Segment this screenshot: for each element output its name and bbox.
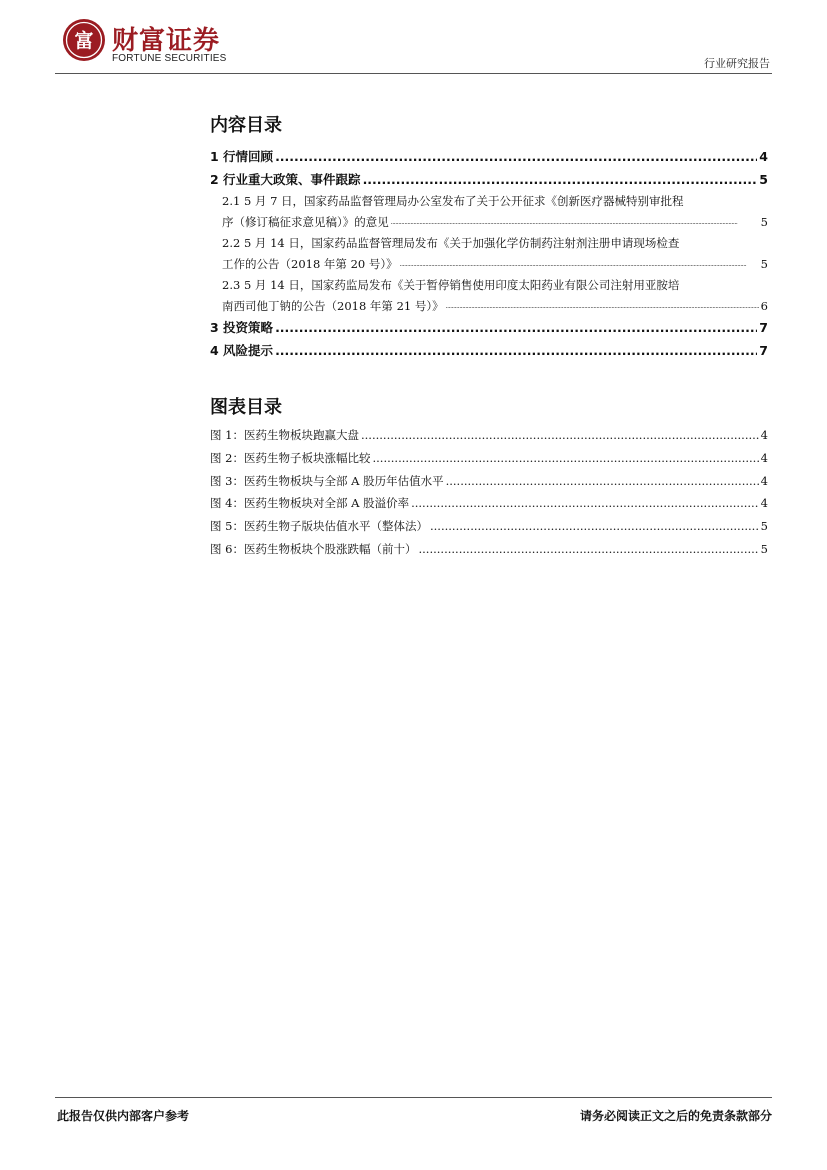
toc-entry-label-line2: 南西司他丁钠的公告（2018 年第 21 号）》 — [222, 299, 444, 313]
toc-entry-label-line1: 2.1 5 月 7 日，国家药品监督管理局办公室发布了关于公开征求《创新医疗器械特别审批程 — [222, 194, 684, 208]
toc-entry-page: 7 — [759, 342, 768, 358]
leader-dots — [363, 169, 758, 192]
toc-entry-label: 4 风险提示 — [210, 342, 274, 358]
figure-entry-label: 图 2：医药生物子板块涨幅比较 — [210, 450, 371, 465]
toc-entry-3[interactable] — [210, 317, 768, 340]
toc-entry-page: 6 — [760, 299, 768, 313]
leader-dots — [400, 254, 759, 275]
leader-dots — [275, 146, 757, 169]
leader-dots — [411, 492, 759, 515]
toc-entry-label: 2 行业重大政策、事件跟踪 — [210, 171, 361, 187]
figures-title: 图表目录 — [210, 397, 282, 418]
toc-entry-1[interactable] — [210, 146, 768, 169]
leader-dots — [391, 212, 759, 233]
toc-entry-label-line1: 2.3 5 月 14 日，国家药监局发布《关于暂停销售使用印度太阳药业有限公司注射用亚胺培 — [222, 278, 680, 292]
figure-entry-label: 图 4：医药生物板块对全部 A 股溢价率 — [210, 496, 410, 511]
toc-entry-label-line2: 序（修订稿征求意见稿）》的意见 — [222, 215, 389, 229]
footer-divider — [55, 1097, 772, 1098]
toc-entry-page: 7 — [759, 320, 768, 335]
figure-entry-4[interactable] — [210, 492, 768, 515]
list-of-figures — [210, 424, 768, 561]
figure-entry-page: 4 — [760, 496, 768, 511]
page-header — [0, 0, 827, 80]
toc-entry-2-2[interactable] — [210, 233, 768, 275]
figure-entry-6[interactable] — [210, 538, 768, 561]
figure-entry-label: 图 3：医药生物板块与全部 A 股历年估值水平 — [210, 473, 444, 488]
leader-dots — [446, 470, 759, 493]
toc-entry-page: 4 — [759, 149, 768, 164]
leader-dots — [361, 424, 759, 447]
table-of-contents — [210, 146, 768, 362]
toc-entry-page: 5 — [760, 215, 768, 229]
toc-entry-page: 5 — [759, 171, 768, 187]
brand-name-chinese: 财富证券 — [112, 26, 221, 56]
leader-dots — [372, 447, 758, 470]
leader-dots — [418, 538, 758, 561]
figure-entry-2[interactable] — [210, 447, 768, 470]
figure-entry-page: 4 — [760, 473, 768, 488]
figure-entry-label: 图 6：医药生物板块个股涨跌幅（前十） — [210, 541, 417, 556]
figure-entry-3[interactable] — [210, 470, 768, 493]
toc-entry-2-3[interactable] — [210, 275, 768, 317]
leader-dots — [275, 317, 757, 340]
toc-entry-label: 3 投资策略 — [210, 320, 274, 335]
toc-entry-page: 5 — [760, 257, 768, 271]
toc-title: 内容目录 — [210, 115, 282, 136]
figure-entry-page: 5 — [760, 541, 768, 556]
logo-glyph: 富 — [74, 30, 94, 52]
fortune-securities-logo-icon — [62, 18, 106, 62]
figure-entry-page: 4 — [760, 450, 768, 465]
leader-dots — [446, 296, 759, 317]
toc-entry-label-line1: 2.2 5 月 14 日，国家药品监督管理局发布《关于加强化学仿制药注射剂注册申请现场检查 — [222, 236, 680, 250]
toc-entry-label: 1 行情回顾 — [210, 149, 274, 164]
figure-entry-label: 图 1：医药生物板块跑赢大盘 — [210, 428, 359, 442]
toc-entry-label-line2: 工作的公告（2018 年第 20 号）》 — [222, 257, 398, 271]
toc-entry-4[interactable] — [210, 340, 768, 363]
footer-disclaimer-right: 请务必阅读正文之后的免责条款部分 — [579, 1109, 772, 1123]
footer-disclaimer-left: 此报告仅供内部客户参考 — [57, 1109, 190, 1123]
leader-dots — [430, 515, 759, 538]
figure-entry-page: 4 — [760, 428, 768, 442]
toc-entry-2[interactable] — [210, 169, 768, 192]
figure-entry-1[interactable] — [210, 424, 768, 447]
brand-name-english: FORTUNE SECURITIES — [112, 53, 227, 64]
figure-entry-page: 5 — [760, 519, 768, 534]
leader-dots — [275, 340, 757, 363]
figure-entry-label: 图 5：医药生物子版块估值水平（整体法） — [210, 519, 428, 534]
toc-entry-2-1[interactable] — [210, 191, 768, 233]
figure-entry-5[interactable] — [210, 515, 768, 538]
header-divider — [55, 73, 772, 74]
report-type-label: 行业研究报告 — [704, 57, 770, 70]
